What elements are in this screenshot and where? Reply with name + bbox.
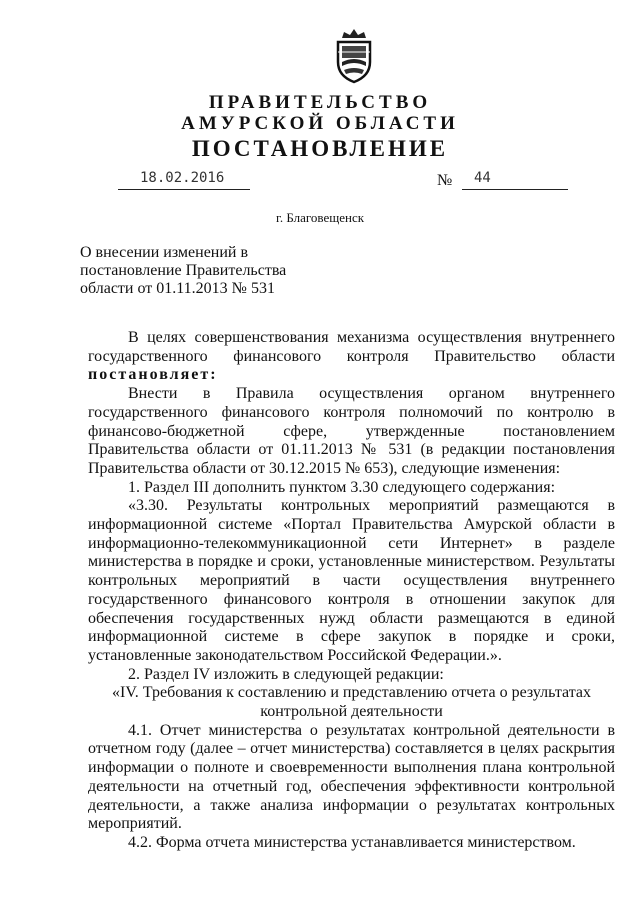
region-title: АМУРСКОЙ ОБЛАСТИ [181, 113, 459, 134]
paragraph: 2. Раздел IV изложить в следующей редакции: [128, 665, 444, 683]
coat-of-arms-emblem [330, 28, 378, 84]
intro-paragraph [88, 329, 615, 385]
subject-line: области от 01.11.2013 № 531 [80, 280, 275, 297]
resolves-word: постановляет: [88, 366, 218, 384]
paragraph: «3.30. Результаты контрольных мероприятий размещаются в информационной системе «Портал Правительства Амурской области в информационно-телекоммуникационной сети Интернет» в разделе министерства в порядке и сроки, установленные министерством. Результаты контрольных мероприятий в части осуществления внутреннего государственного финансового контроля в отношении закупок для обеспечения государственных нужд области размещаются в единой информационной системе в сфере закупок в порядке и сроки, установленные законодательством Российской Федерации.». [88, 497, 615, 664]
subject-line: постановление Правительства [80, 262, 287, 279]
number-underline [462, 189, 568, 190]
intro-text: В целях совершенствования механизма осуществления внутреннего государственного финансового контроля Правительство области [88, 329, 615, 365]
document-type-title: ПОСТАНОВЛЕНИЕ [191, 136, 449, 161]
city-name: г. Благовещенск [275, 210, 365, 225]
paragraph: 1. Раздел III дополнить пунктом 3.30 следующего содержания: [128, 478, 556, 496]
paragraph: 4.1. Отчет министерства о результатах контрольной деятельности в отчетном году (далее – отчет министерства) составляется в целях раскрытия информации о полноте и своевременности выполнения плана контрольной деятельности на отчетный год, обеспечения эффективности контрольной деятельности, а также анализа информации о результатах контрольных мероприятий. [88, 721, 615, 833]
document-number: 44 [474, 170, 491, 186]
subject-line: О внесении изменений в [80, 244, 249, 261]
date-underline [118, 189, 250, 190]
number-sign: № [437, 172, 453, 189]
document-body [88, 329, 615, 853]
section-title: «IV. Требования к составлению и представлению отчета о результатах [111, 684, 591, 702]
paragraph: 4.2. Форма отчета министерства устанавливается министерством. [128, 833, 576, 851]
section-title: контрольной деятельности [260, 703, 443, 721]
government-title: ПРАВИТЕЛЬСТВО [208, 92, 432, 113]
paragraph: Внести в Правила осуществления органом внутреннего государственного финансового контроля полномочий по контролю в финансово-бюджетной сфере, утвержденные постановлением Правительства области от 01.11.2013 № 531 (в редакции постановления Правительства области от 30.12.2015 № 653), следующие изменения: [88, 385, 615, 477]
document-date: 18.02.2016 [140, 170, 225, 186]
document-subject [80, 244, 286, 298]
